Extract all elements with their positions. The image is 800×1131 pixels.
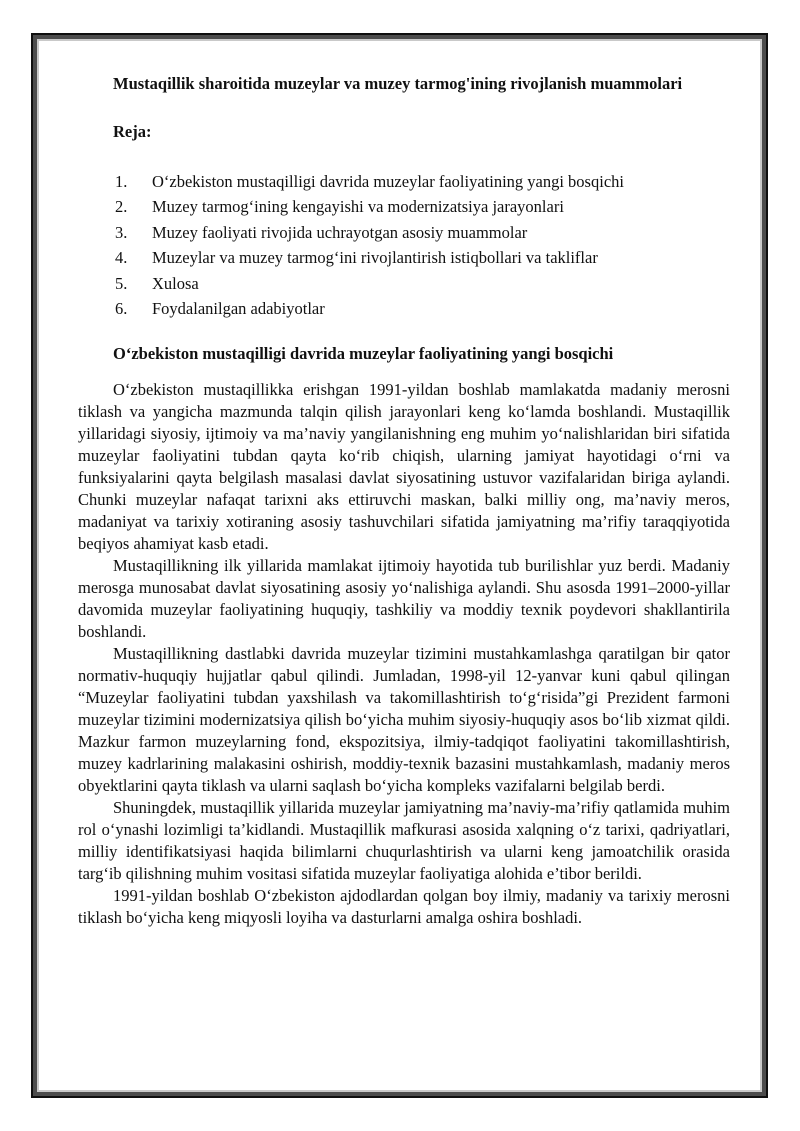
page-border-middle (33, 35, 766, 1096)
plan-item-text: Xulosa (152, 273, 199, 293)
plan-item-number: 1. (115, 172, 128, 191)
body-paragraph: Mustaqillikning ilk yillarida mamlakat ijtimoiy hayotida tub burilishlar yuz berdi. Madaniy merosga munosabat davlat siyosatining asosiy yoʻnalishiga aylandi. Shu asosda 1991–2000-yillar davomida muzeylar faoliyatining huquqiy, tashkiliy va moddiy texnik poydevori shakllantirila boshlandi. (78, 556, 730, 642)
plan-label: Reja: (113, 122, 152, 141)
plan-item (78, 296, 730, 321)
plan-item (78, 220, 730, 245)
plan-item-text: Muzey tarmogʻining kengayishi va modernizatsiya jarayonlari (152, 197, 564, 217)
section-heading: Oʻzbekiston mustaqilligi davrida muzeylar faoliyatining yangi bosqichi (113, 344, 614, 364)
plan-item-text: Muzey faoliyati rivojida uchrayotgan asosiy muammolar (152, 222, 528, 242)
document-content (39, 41, 760, 929)
plan-item-text: Muzeylar va muzey tarmogʻini rivojlantirish istiqbollari va takliflar (152, 248, 598, 268)
body-paragraph: Oʻzbekiston mustaqillikka erishgan 1991-yildan boshlab mamlakatda madaniy merosni tiklash va yangicha mazmunda talqin qilish jarayonlari keng koʻlamda boshlandi. Mustaqillik yillaridagi siyosiy, ijtimoiy va ma’naviy yangilanishning eng muhim yoʻnalishlaridan biri sifatida muzeylar faoliyatini tubdan qayta koʻrib chiqish, ularning jamiyat hayotidagi oʻrni va funksiyalarini qayta belgilash masalasi davlat siyosatining ustuvor vazifalaridan biriga aylandi. Chunki muzeylar nafaqat tarixni aks ettiruvchi maskan, balki milliy ong, ma’naviy meros, madaniyat va tarixiy xotiraning asosiy tashuvchilari sifatida jamiyatning ma’rifiy taraqqiyotida beqiyos ahamiyat kasb etadi. (78, 380, 730, 554)
plan-item (78, 194, 730, 219)
plan-item-number: 4. (115, 248, 128, 268)
plan-item-text: Foydalanilgan adabiyotlar (152, 299, 325, 319)
document-page (37, 39, 762, 1092)
plan-item-number: 6. (115, 299, 128, 319)
plan-item-number: 3. (115, 222, 128, 242)
plan-item-number: 2. (115, 197, 128, 217)
body-paragraph: Shuningdek, mustaqillik yillarida muzeylar jamiyatning ma’naviy-ma’rifiy qatlamida muhim rol oʻynashi lozimligi ta’kidlandi. Mustaqillik mafkurasi asosida xalqning oʻz tarixi, qadriyatlari, milliy identifikatsiyasi haqida bilimlarni chuqurlashtirish va ularni keng jamoatchilik orasida targʻib qilishning muhim vositasi sifatida muzeylar faoliyatiga alohida e’tibor berildi. (78, 798, 730, 884)
plan-item (78, 245, 730, 270)
body-paragraph: 1991-yildan boshlab Oʻzbekiston ajdodlardan qolgan boy ilmiy, madaniy va tarixiy merosni tiklash boʻyicha keng miqyosli loyiha va dasturlarni amalga oshira boshladi. (78, 886, 730, 928)
document-title: Mustaqillik sharoitida muzeylar va muzey tarmog'ining rivojlanish muammolari (113, 74, 683, 93)
body-paragraph: Mustaqillikning dastlabki davrida muzeylar tizimini mustahkamlashga qaratilgan bir qator normativ-huquqiy hujjatlar qabul qilindi. Jumladan, 1998-yil 12-yanvar kuni qabul qilingan “Muzeylar faoliyatini tubdan yaxshilash va takomillashtirish toʻgʻrisida”gi Prezident farmoni muzeylar tizimini modernizatsiya qilish boʻyicha muhim siyosiy-huquqiy asos boʻlib xizmat qildi. Mazkur farmon muzeylarning fond, ekspozitsiya, ilmiy-tadqiqot faoliyatini takomillashtirish, muzey kadrlarining malakasini oshirish, moddiy-texnik bazasini mustahkamlash, madaniy meros obyektlarini qayta tiklash va ularni saqlash boʻyicha kompleks vazifalarni belgilab berdi. (78, 644, 730, 796)
plan-item (78, 169, 730, 194)
plan-item (78, 271, 730, 296)
plan-item-number: 5. (115, 273, 128, 293)
plan-item-text: Oʻzbekiston mustaqilligi davrida muzeylar faoliyatining yangi bosqichi (152, 172, 624, 191)
page-border-frame (31, 33, 768, 1098)
plan-list (78, 169, 730, 321)
